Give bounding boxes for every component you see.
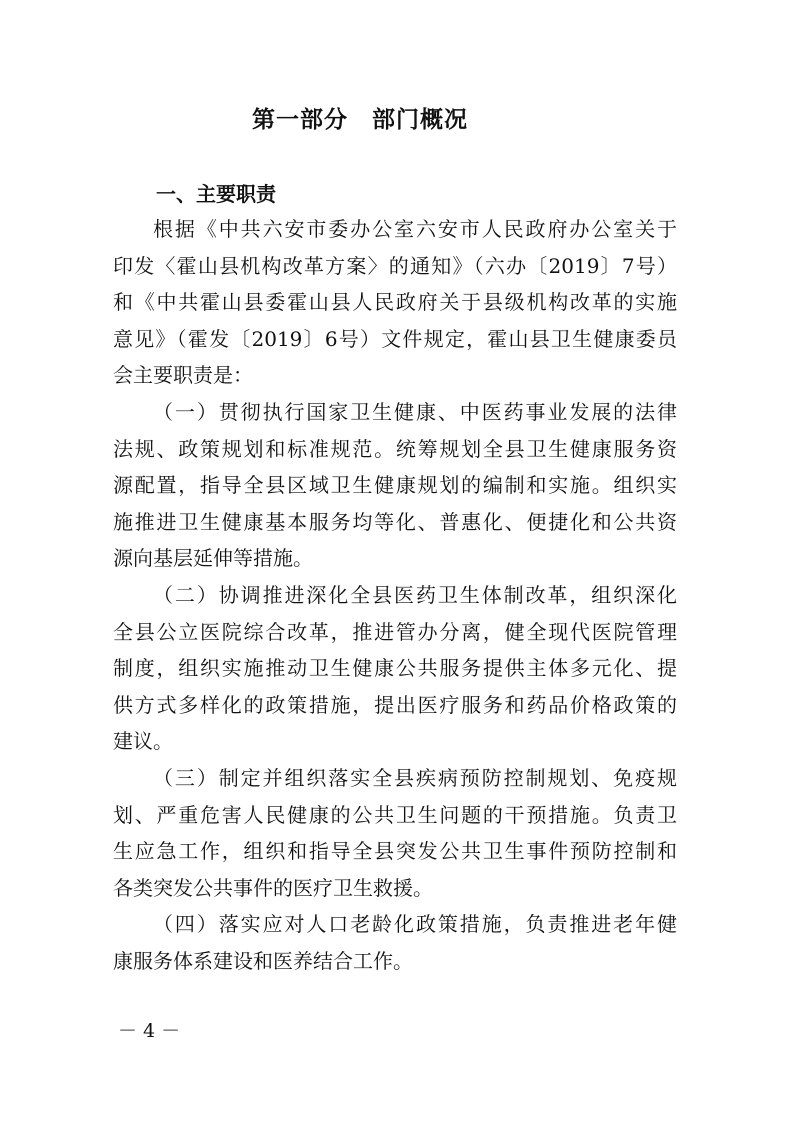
text-line: （二）协调推进深化全县医药卫生体制改革，组织深化 (153, 582, 677, 607)
text-line: 康服务体系建设和医养结合工作。 (113, 948, 413, 973)
paragraph-duty-1 (113, 394, 677, 577)
body-text (113, 211, 677, 979)
page-number: － 4 － (118, 1020, 181, 1042)
page-title: 第一部分 部门概况 (252, 107, 468, 133)
text-line: 和《中共霍山县委霍山县人民政府关于县级机构改革的实施 (113, 290, 677, 315)
text-line: （三）制定并组织落实全县疾病预防控制规划、免疫规 (153, 765, 677, 790)
text-line: 生应急工作，组织和指导全县突发公共卫生事件预防控制和 (113, 839, 677, 864)
text-line: 制度，组织实施推动卫生健康公共服务提供主体多元化、提 (113, 656, 677, 681)
text-line: 法规、政策规划和标准规范。统筹规划全县卫生健康服务资 (113, 436, 677, 461)
text-line: 施推进卫生健康基本服务均等化、普惠化、便捷化和公共资 (113, 509, 677, 534)
paragraph-duty-3 (113, 760, 677, 906)
text-line: 全县公立医院综合改革，推进管办分离，健全现代医院管理 (113, 619, 677, 644)
text-line: 供方式多样化的政策措施，提出医疗服务和药品价格政策的 (113, 692, 677, 717)
section-heading: 一、主要职责 (156, 182, 276, 206)
text-line: 建议。 (113, 729, 173, 754)
text-line: 印发〈霍山县机构改革方案〉的通知》（六办〔2019〕7号） (113, 253, 677, 278)
text-line: 源向基层延伸等措施。 (113, 546, 313, 571)
text-line: 根据《中共六安市委办公室六安市人民政府办公室关于 (153, 217, 677, 241)
paragraph-intro (113, 211, 677, 394)
text-line: 源配置，指导全县区域卫生健康规划的编制和实施。组织实 (113, 473, 677, 498)
text-line: 划、严重危害人民健康的公共卫生问题的干预措施。负责卫 (113, 802, 677, 827)
paragraph-duty-2 (113, 577, 677, 760)
text-line: （四）落实应对人口老龄化政策措施，负责推进老年健 (153, 912, 677, 937)
text-line: （一）贯彻执行国家卫生健康、中医药事业发展的法律 (153, 399, 677, 424)
text-line: 会主要职责是： (113, 363, 253, 388)
text-line: 各类突发公共事件的医疗卫生救援。 (113, 875, 433, 900)
paragraph-duty-4 (113, 906, 677, 979)
text-line: 意见》（霍发〔2019〕6号）文件规定，霍山县卫生健康委员 (113, 326, 677, 351)
